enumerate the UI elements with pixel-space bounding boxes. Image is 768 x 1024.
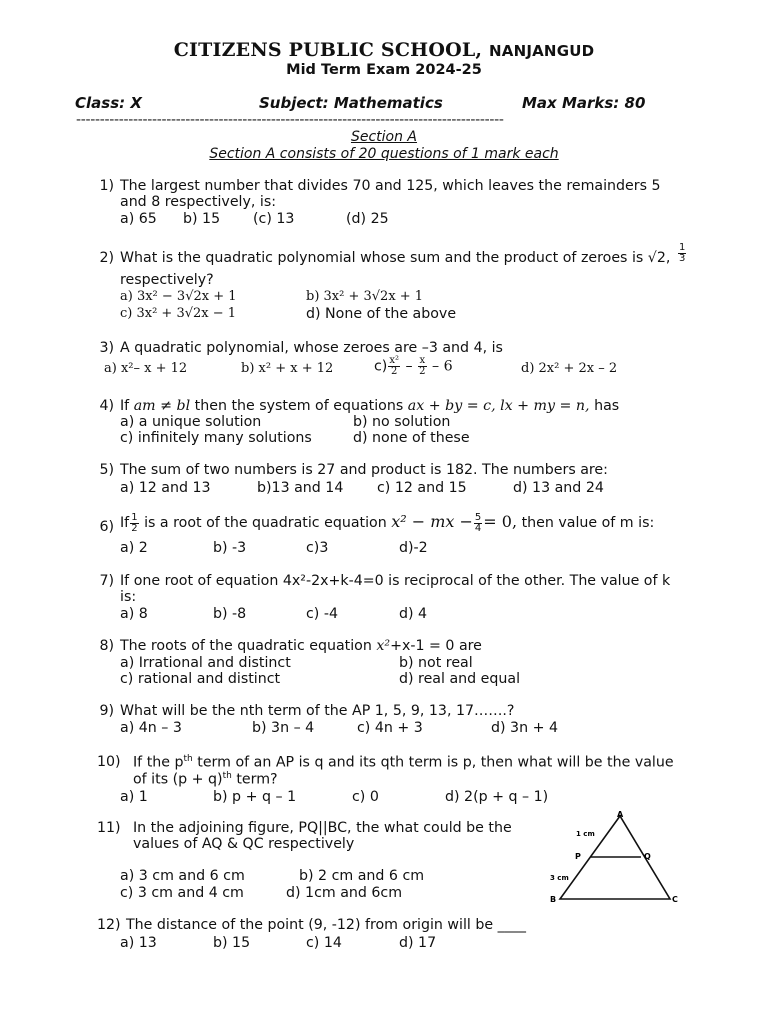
question-text: What is the quadratic polynomial whose sum and the product of zeroes is √2, xyxy=(120,250,671,266)
option-c: c) $\frac{\text{x²}}{2}$ – $\frac{x}{2}$ – 6 xyxy=(374,355,453,377)
question-text: values of AQ & QC respectively xyxy=(133,836,355,852)
option-a: a) 12 and 13 xyxy=(120,480,211,496)
triangle-figure xyxy=(540,808,690,908)
option-d: d) 13 and 24 xyxy=(513,480,604,496)
option-b: b)13 and 14 xyxy=(257,480,344,496)
question-number: 1) xyxy=(99,178,114,194)
question-text: The sum of two numbers is 27 and product is 182. The numbers are: xyxy=(120,462,608,478)
option-d: d) 2x² + 2x – 2 xyxy=(521,361,618,376)
option-a: a) 3x² − 3√2x + 1 xyxy=(120,289,237,304)
option-a: a) x²– x + 12 xyxy=(104,361,188,376)
option-a: a) Irrational and distinct xyxy=(120,655,291,671)
option-a: a) 13 xyxy=(120,935,157,951)
label-p: P xyxy=(575,852,581,861)
question-text: If the $p^{th}$ term of an AP is q and its qth term is p, then what will be the value xyxy=(133,754,674,771)
question-text: A quadratic polynomial, whose zeroes are –3 and 4, is xyxy=(120,340,503,356)
option-c: c) rational and distinct xyxy=(120,671,281,687)
option-d: d) None of the above xyxy=(306,306,457,322)
exam-title: Mid Term Exam 2024-25 xyxy=(286,62,482,78)
label-pb-length: 3 cm xyxy=(550,874,569,882)
option-d: d) none of these xyxy=(353,430,470,446)
option-d: d) 4 xyxy=(399,606,428,622)
section-subtitle: Section A consists of 20 questions of 1 mark each xyxy=(209,146,559,162)
question-text: of its $(p + q)^{th}$ term? xyxy=(133,771,278,788)
question-text: The roots of the quadratic equation x²+x-1 = 0 are xyxy=(120,638,482,654)
option-a: a) 3 cm and 6 cm xyxy=(120,868,245,884)
question-number: 6) xyxy=(99,519,114,535)
option-c: c) 12 and 15 xyxy=(377,480,467,496)
option-b: b) 2 cm and 6 cm xyxy=(299,868,425,884)
option-c: c) 0 xyxy=(352,789,379,805)
option-b: b) 3n – 4 xyxy=(252,720,315,736)
option-c: (c) 13 xyxy=(253,211,295,227)
label-b: B xyxy=(550,895,557,904)
label-c: C xyxy=(672,895,678,904)
question-text: The largest number that divides 70 and 125, which leaves the remainders 5 xyxy=(120,178,661,194)
option-b: b) -3 xyxy=(213,540,247,556)
question-text: is: xyxy=(120,589,137,605)
option-b: b) 15 xyxy=(213,935,251,951)
option-b: b) not real xyxy=(399,655,473,671)
question-number: 12) xyxy=(97,917,121,933)
class-label: Class: X xyxy=(75,94,142,112)
option-b: b) p + q – 1 xyxy=(213,789,297,805)
option-b: b) 3x² + 3√2x + 1 xyxy=(306,289,424,304)
question-text: If am ≠ bl then the system of equations ax + by = c, lx + my = n, has xyxy=(120,398,620,414)
question-number: 4) xyxy=(99,398,114,414)
option-c: c) 14 xyxy=(306,935,342,951)
option-c: c) -4 xyxy=(306,606,338,622)
question-number: 7) xyxy=(99,573,114,589)
option-d: d) real and equal xyxy=(399,671,521,687)
question-text: The distance of the point (9, -12) from origin will be ____ xyxy=(126,917,526,933)
school-name xyxy=(0,39,768,61)
option-b: b) -8 xyxy=(213,606,247,622)
option-b: b) no solution xyxy=(353,414,451,430)
option-c: c)3 xyxy=(306,540,329,556)
subject-label: Subject: Mathematics xyxy=(259,94,443,112)
question-number: 11) xyxy=(97,820,121,836)
option-c: c) 3x² + 3√2x − 1 xyxy=(120,306,237,321)
option-d: d) 1cm and 6cm xyxy=(286,885,403,901)
question-number: 2) xyxy=(99,250,114,266)
option-b: b) 15 xyxy=(183,211,221,227)
header-divider: ------------------------------------------------------------------------------------------ xyxy=(76,112,504,128)
option-b: b) x² + x + 12 xyxy=(241,361,334,376)
question-text: In the adjoining figure, PQ||BC, the what could be the xyxy=(133,820,512,836)
fraction-one-third: $\frac{1}{3}$ xyxy=(679,242,686,264)
option-a: a) 1 xyxy=(120,789,148,805)
question-text: If one root of equation 4x²-2x+k-4=0 is reciprocal of the other. The value of k xyxy=(120,573,671,589)
question-number: 5) xyxy=(99,462,114,478)
question-number: 8) xyxy=(99,638,114,654)
question-text: What will be the nth term of the AP 1, 5, 9, 13, 17…….? xyxy=(120,703,515,719)
option-d: d) 3n + 4 xyxy=(491,720,559,736)
option-a: a) 8 xyxy=(120,606,148,622)
option-c: c) 3 cm and 4 cm xyxy=(120,885,244,901)
label-a: A xyxy=(617,810,624,819)
question-text: If $\frac{1}{2}$ is a root of the quadratic equation x² − mx − $\frac{5}{4}$ = 0, then value of m is: xyxy=(120,511,655,534)
option-c: c) infinitely many solutions xyxy=(120,430,312,446)
label-q: Q xyxy=(644,852,651,861)
option-a: a) a unique solution xyxy=(120,414,262,430)
school-title: CITIZENS PUBLIC SCHOOL, xyxy=(173,39,483,61)
option-d: d) 2(p + q – 1) xyxy=(445,789,549,805)
question-number: 9) xyxy=(99,703,114,719)
option-d: d)-2 xyxy=(399,540,428,556)
question-number: 10) xyxy=(97,754,121,770)
label-ap-length: 1 cm xyxy=(576,830,595,838)
question-number: 3) xyxy=(99,340,114,356)
school-place: NANJANGUD xyxy=(489,42,595,60)
option-a: a) 65 xyxy=(120,211,157,227)
option-d: d) 17 xyxy=(399,935,437,951)
option-a: a) 2 xyxy=(120,540,148,556)
question-text: respectively? xyxy=(120,272,214,288)
max-marks-label: Max Marks: 80 xyxy=(522,94,646,112)
question-text: and 8 respectively, is: xyxy=(120,194,277,210)
option-d: (d) 25 xyxy=(346,211,389,227)
section-title: Section A xyxy=(350,129,418,145)
option-c: c) 4n + 3 xyxy=(357,720,423,736)
option-a: a) 4n – 3 xyxy=(120,720,182,736)
